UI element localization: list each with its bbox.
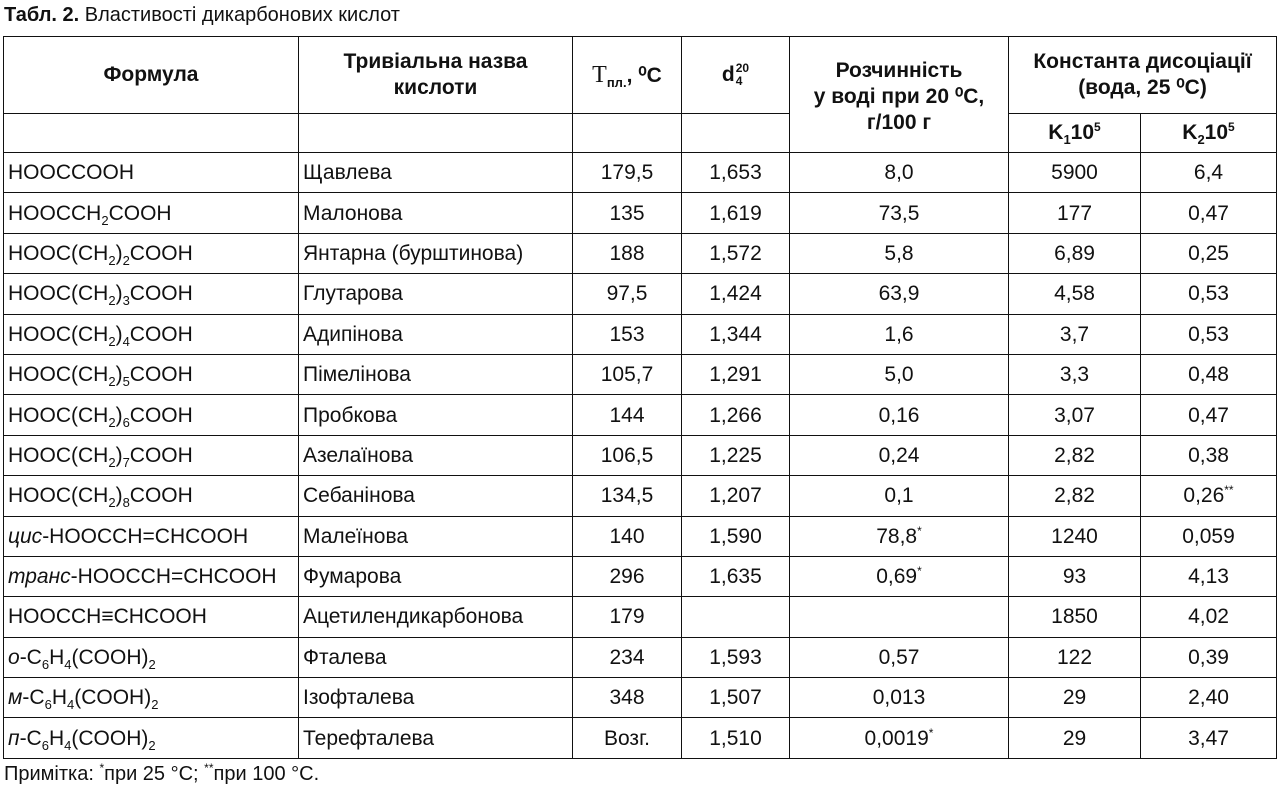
cell-solubility: 5,0 [790, 354, 1009, 394]
header-formula: Формула [4, 37, 299, 114]
cell-density: 1,635 [682, 556, 790, 596]
cell-trivial-name: Щавлева [299, 153, 573, 193]
cell-density: 1,619 [682, 193, 790, 233]
header-density-cont [682, 114, 790, 153]
cell-density: 1,593 [682, 637, 790, 677]
cell-k2: 2,40 [1141, 678, 1277, 718]
cell-trivial-name: Фталева [299, 637, 573, 677]
cell-density: 1,510 [682, 718, 790, 758]
cell-k2: 4,02 [1141, 597, 1277, 637]
cell-k1: 6,89 [1009, 233, 1141, 273]
cell-k2: 0,53 [1141, 314, 1277, 354]
cell-density [682, 597, 790, 637]
cell-k1: 5900 [1009, 153, 1141, 193]
cell-solubility: 1,6 [790, 314, 1009, 354]
cell-density: 1,207 [682, 476, 790, 516]
cell-trivial-name: Ацетилендикарбонова [299, 597, 573, 637]
cell-solubility: 78,8* [790, 516, 1009, 556]
cell-melting-point: 296 [573, 556, 682, 596]
cell-k1: 2,82 [1009, 435, 1141, 475]
cell-density: 1,590 [682, 516, 790, 556]
cell-formula: $п-C_6H_4(COOH)_2$ [4, 718, 299, 758]
cell-k1: 3,7 [1009, 314, 1141, 354]
table-row [4, 678, 1277, 718]
caption-title: Властивості дикарбонових кислот [84, 4, 400, 26]
cell-trivial-name: Пробкова [299, 395, 573, 435]
cell-trivial-name: Азелаїнова [299, 435, 573, 475]
cell-k2: 6,4 [1141, 153, 1277, 193]
cell-solubility: 8,0 [790, 153, 1009, 193]
cell-k2: 0,47 [1141, 395, 1277, 435]
cell-k1: 4,58 [1009, 274, 1141, 314]
cell-solubility: 0,1 [790, 476, 1009, 516]
cell-density: 1,291 [682, 354, 790, 394]
footnote: Примітка: *при 25 °С; **при 100 °С. [4, 761, 320, 785]
table-row [4, 153, 1277, 193]
header-name-cont [299, 114, 573, 153]
cell-k2: 0,25 [1141, 233, 1277, 273]
cell-formula: $HOOC(CH_2)_4COOH$ [4, 314, 299, 354]
table-row [4, 435, 1277, 475]
cell-k1: 2,82 [1009, 476, 1141, 516]
cell-solubility [790, 597, 1009, 637]
table-row [4, 516, 1277, 556]
table-row [4, 556, 1277, 596]
cell-trivial-name: Пімелінова [299, 354, 573, 394]
cell-k2: 0,059 [1141, 516, 1277, 556]
header-dissociation-constant: Константа дисоціації (вода, 25 ⁰С) [1009, 37, 1277, 114]
cell-k1: 122 [1009, 637, 1141, 677]
cell-k2: 0,53 [1141, 274, 1277, 314]
cell-melting-point: 135 [573, 193, 682, 233]
cell-trivial-name: Янтарна (бурштинова) [299, 233, 573, 273]
cell-solubility: 73,5 [790, 193, 1009, 233]
cell-formula: $HOOC(CH_2)_5COOH$ [4, 354, 299, 394]
cell-solubility: 0,69* [790, 556, 1009, 596]
cell-trivial-name: Себанінова [299, 476, 573, 516]
cell-trivial-name: Фумарова [299, 556, 573, 596]
cell-k2: 0,48 [1141, 354, 1277, 394]
cell-trivial-name: Терефталева [299, 718, 573, 758]
cell-melting-point: 134,5 [573, 476, 682, 516]
cell-density: 1,507 [682, 678, 790, 718]
cell-solubility: 0,24 [790, 435, 1009, 475]
cell-formula: $HOOC(CH_2)_2COOH$ [4, 233, 299, 273]
table-row [4, 233, 1277, 273]
cell-k1: 177 [1009, 193, 1141, 233]
cell-formula: цис-HOOCCH=CHCOOH [4, 516, 299, 556]
cell-melting-point: 348 [573, 678, 682, 718]
cell-solubility: 0,0019* [790, 718, 1009, 758]
cell-k2: 0,39 [1141, 637, 1277, 677]
cell-formula: $HOOC(CH_2)_7COOH$ [4, 435, 299, 475]
cell-k1: 3,07 [1009, 395, 1141, 435]
header-solubility: Розчинність у воді при 20 ⁰С, г/100 г [790, 37, 1009, 153]
cell-melting-point: 144 [573, 395, 682, 435]
cell-density: 1,424 [682, 274, 790, 314]
cell-trivial-name: Малонова [299, 193, 573, 233]
header-density: d20 4 [682, 37, 790, 114]
cell-solubility: 0,013 [790, 678, 1009, 718]
cell-formula: HOOCCH≡CHCOOH [4, 597, 299, 637]
cell-density: 1,266 [682, 395, 790, 435]
header-k2: $K_210^5$ [1141, 114, 1277, 153]
cell-k2: 4,13 [1141, 556, 1277, 596]
table-row [4, 476, 1277, 516]
table-caption [4, 3, 400, 27]
table-row [4, 395, 1277, 435]
cell-formula: $HOOC(CH_2)_6COOH$ [4, 395, 299, 435]
table-row [4, 354, 1277, 394]
table-row [4, 637, 1277, 677]
table-row [4, 718, 1277, 758]
cell-k1: 1850 [1009, 597, 1141, 637]
cell-formula: $м-C_6H_4(COOH)_2$ [4, 678, 299, 718]
cell-solubility: 63,9 [790, 274, 1009, 314]
dicarboxylic-acids-table [3, 36, 1277, 759]
cell-k1: 29 [1009, 678, 1141, 718]
cell-density: 1,344 [682, 314, 790, 354]
cell-density: 1,653 [682, 153, 790, 193]
header-melting-point: $T_{пл.}$, ⁰С [573, 37, 682, 114]
table-row [4, 597, 1277, 637]
header-trivial-name: Тривіальна назва кислоти [299, 37, 573, 114]
cell-solubility: 0,57 [790, 637, 1009, 677]
cell-formula: $HOOC(CH_2)_8COOH$ [4, 476, 299, 516]
table-row [4, 193, 1277, 233]
cell-k1: 3,3 [1009, 354, 1141, 394]
cell-formula: $о-C_6H_4(COOH)_2$ [4, 637, 299, 677]
header-k1: $K_110^5$ [1009, 114, 1141, 153]
cell-melting-point: 97,5 [573, 274, 682, 314]
cell-k2: 0,47 [1141, 193, 1277, 233]
cell-k1: 93 [1009, 556, 1141, 596]
cell-k2: 0,38 [1141, 435, 1277, 475]
cell-k1: 1240 [1009, 516, 1141, 556]
cell-trivial-name: Глутарова [299, 274, 573, 314]
cell-melting-point: 179 [573, 597, 682, 637]
cell-melting-point: 105,7 [573, 354, 682, 394]
cell-k2: 0,26** [1141, 476, 1277, 516]
cell-melting-point: 234 [573, 637, 682, 677]
cell-k2: 3,47 [1141, 718, 1277, 758]
cell-formula: транс-HOOCCH=CHCOOH [4, 556, 299, 596]
header-formula-cont [4, 114, 299, 153]
cell-k1: 29 [1009, 718, 1141, 758]
cell-formula: $HOOC(CH_2)_3COOH$ [4, 274, 299, 314]
cell-formula: HOOCCOOH [4, 153, 299, 193]
cell-density: 1,225 [682, 435, 790, 475]
cell-density: 1,572 [682, 233, 790, 273]
table-body [4, 153, 1277, 759]
cell-solubility: 5,8 [790, 233, 1009, 273]
table-row [4, 274, 1277, 314]
cell-melting-point: 188 [573, 233, 682, 273]
table-row [4, 314, 1277, 354]
caption-label: Табл. 2. [4, 4, 80, 26]
cell-melting-point: 106,5 [573, 435, 682, 475]
cell-solubility: 0,16 [790, 395, 1009, 435]
cell-trivial-name: Адипінова [299, 314, 573, 354]
cell-melting-point: 179,5 [573, 153, 682, 193]
cell-trivial-name: Малеїнова [299, 516, 573, 556]
header-melting-cont [573, 114, 682, 153]
cell-melting-point: Возг. [573, 718, 682, 758]
cell-melting-point: 153 [573, 314, 682, 354]
cell-melting-point: 140 [573, 516, 682, 556]
cell-formula: $HOOCCH_2COOH$ [4, 193, 299, 233]
cell-trivial-name: Ізофталева [299, 678, 573, 718]
